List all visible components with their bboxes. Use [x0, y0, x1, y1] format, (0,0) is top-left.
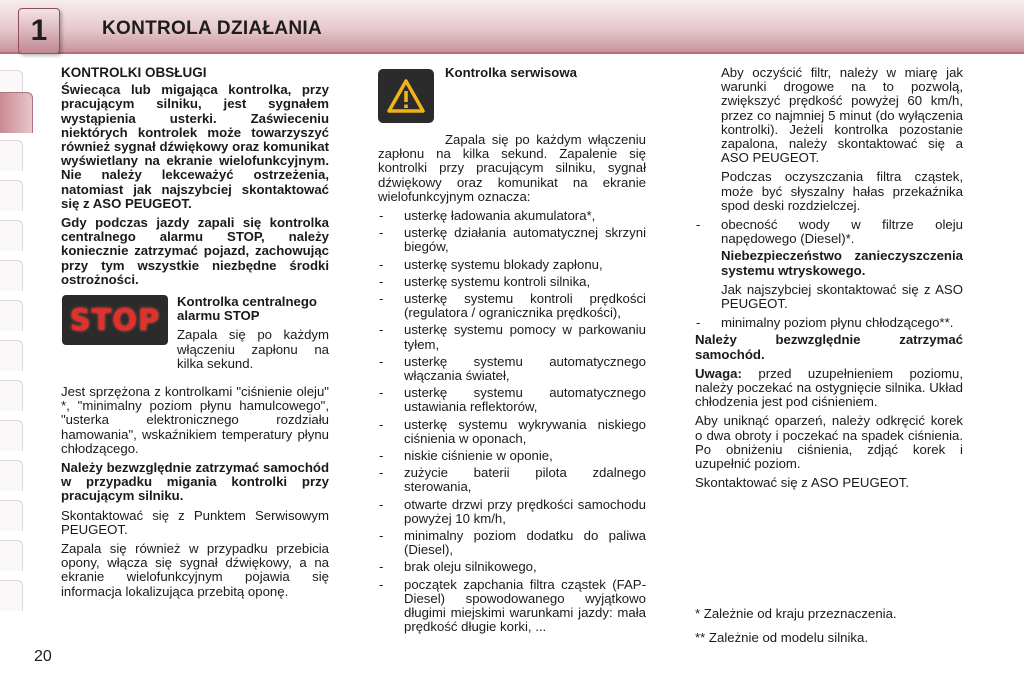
list-item: - obecność wody w filtrze oleju napędowego (Diesel)*. [695, 218, 963, 246]
page-header [0, 0, 1024, 54]
list-item: - początek zapchania filtra cząstek (FAP-Diesel) spowodowanego wyjątkowo długimi miejskimi warunkami jazdy: mała prędkość długie korki, ... [378, 578, 646, 635]
side-tab[interactable] [0, 140, 23, 171]
stop-driving-warning: Gdy podczas jazdy zapali się kontrolka centralnego alarmu STOP, należy koniecznie zatrzymać pojazd, zachowując przy tym wszystkie niezbędne środki ostrożności. [61, 215, 329, 287]
note-label: Uwaga: [695, 365, 742, 381]
burns-warning-text: Aby uniknąć oparzeń, należy odkręcić korek o dwa obroty i poczekać na spadek ciśnienia. Po obniżeniu ciśnienia, zdjąć korek i uzupełnić poziom. [695, 413, 963, 472]
contact-service-text: Skontaktować się z ASO PEUGEOT. [695, 475, 910, 491]
stop-warning-icon [62, 295, 168, 345]
fault-list-coolant [695, 316, 963, 330]
stop-warning-title: Kontrolka centralnego alarmu STOP [177, 294, 317, 324]
page-number: 20 [34, 648, 52, 665]
injection-danger-warning: Niebezpieczeństwo zanieczyszczenia systemu wtryskowego. [721, 248, 963, 278]
page-title: KONTROLA DZIAŁANIA [102, 18, 323, 39]
list-item: - usterkę systemu kontroli silnika, [378, 275, 646, 289]
list-item: - usterkę działania automatycznej skrzyni biegów, [378, 226, 646, 254]
filter-cleaning-text: Aby oczyścić filtr, należy w miarę jak warunki drogowe na to pozwolą, zwiększyć prędkość powyżej 60 km/h, przez co najmniej 5 minut (do wyłączenia kontrolki). Jeżeli kontrolka pozostanie zapalona, należy skontaktować się a ASO PEUGEOT. [721, 65, 963, 166]
list-item: - usterkę systemu kontroli prędkości (regulatora / ogranicznika prędkości), [378, 292, 646, 320]
list-item: - niskie ciśnienie w oponie, [378, 449, 646, 463]
side-tab-active[interactable] [0, 92, 33, 133]
side-tab[interactable] [0, 540, 23, 571]
side-tab[interactable] [0, 340, 23, 371]
stop-warning-block [61, 295, 329, 381]
side-tab[interactable] [0, 460, 23, 491]
must-stop-warning: Należy bezwzględnie zatrzymać samochód w przypadku migania kontrolki przy pracującym silniku. [61, 460, 329, 504]
contact-service-text: Skontaktować się z Punktem Serwisowym PEUGEOT. [61, 507, 329, 537]
service-warning-title: Kontrolka serwisowa [445, 65, 577, 80]
linked-warnings-text: Jest sprzężona z kontrolkami "ciśnienie oleju" *, "minimalny poziom płynu hamulcowego", "usterka elektronicznego rozdziału hamowania", wskaźnikiem temperatury płynu chłodzącego. [61, 384, 329, 456]
side-tab[interactable] [0, 180, 23, 211]
must-stop-warning: Należy bezwzględnie zatrzymać samochód. [695, 332, 963, 362]
fault-list-continued [695, 218, 963, 246]
side-tab[interactable] [0, 380, 23, 411]
column-middle [378, 66, 646, 638]
footnote-country: * Zależnie od kraju przeznaczenia. [695, 606, 897, 621]
tyre-puncture-text: Zapala się również w przypadku przebicia opony, włącza się sygnał dźwiękowy, a na ekranie wielofunkcyjnym pojawia się informacja lokalizująca przebitą oponę. [61, 541, 329, 599]
service-warning-block [378, 66, 646, 140]
column-right [695, 66, 963, 495]
stop-warning-desc: Zapala się po każdym włączeniu zapłonu na kilka sekund. [177, 327, 329, 371]
section-title: KONTROLKI OBSŁUGI [61, 65, 207, 80]
stop-icon-text: STOP [69, 302, 161, 337]
side-tab[interactable] [0, 500, 23, 531]
service-fault-list [378, 209, 646, 634]
intro-warning: Świecąca lub migająca kontrolka, przy pracującym silniku, jest sygnałem wystąpienia usterki. Zaświeceniu niektórych kontrolek może towarzyszyć również sygnał dźwiękowy oraz komunikat wyświetlany na ekranie wielofunkcyjnym. Nie należy lekceważyć ostrzeżenia, natomiast jak najszybciej skontaktować się z ASO PEUGEOT. [61, 82, 329, 211]
list-item: - otwarte drzwi przy prędkości samochodu powyżej 10 km/h, [378, 498, 646, 526]
side-tab[interactable] [0, 580, 23, 611]
side-tabs [0, 70, 32, 610]
list-item: - usterkę systemu automatycznego ustawiania reflektorów, [378, 386, 646, 414]
list-item: - usterkę ładowania akumulatora*, [378, 209, 646, 223]
list-item: - minimalny poziom dodatku do paliwa (Diesel), [378, 529, 646, 557]
list-item: - usterkę systemu wykrywania niskiego ciśnienia w oponach, [378, 418, 646, 446]
side-tab[interactable] [0, 300, 23, 331]
side-tab[interactable] [0, 420, 23, 451]
list-item: - brak oleju silnikowego, [378, 560, 646, 574]
list-item: - usterkę systemu pomocy w parkowaniu tyłem, [378, 323, 646, 351]
asap-contact-text: Jak najszybciej skontaktować się z ASO PEUGEOT. [721, 281, 963, 312]
note-paragraph [695, 367, 963, 410]
column-left [61, 66, 329, 604]
side-tab[interactable] [0, 220, 23, 251]
list-item: - minimalny poziom płynu chłodzącego**. [695, 316, 963, 330]
list-item: - zużycie baterii pilota zdalnego sterowania, [378, 466, 646, 494]
service-warning-desc: Zapala się po każdym włączeniu zapłonu na kilka sekund. Zapalenie się kontrolki przy pracującym silniku, sygnał dźwiękowy oraz komunikat na ekranie wielofunkcyjnym oznacza: [378, 132, 646, 204]
note-text: przed uzupełnieniem poziomu, należy poczekać na ostygnięcie silnika. Układ chłodzenia jest pod ciśnieniem. [695, 365, 963, 410]
cleaning-noise-text: Podczas oczyszczania filtra cząstek, może być słyszalny hałas przekaźnika spod deski rozdzielczej. [721, 169, 963, 213]
warning-triangle-icon [378, 69, 434, 123]
list-item: - usterkę systemu blokady zapłonu, [378, 258, 646, 272]
list-item: - usterkę systemu automatycznego włączania świateł, [378, 355, 646, 383]
side-tab[interactable] [0, 260, 23, 291]
footnote-engine: ** Zależnie od modelu silnika. [695, 630, 868, 645]
chapter-number-badge: 1 [18, 8, 60, 54]
